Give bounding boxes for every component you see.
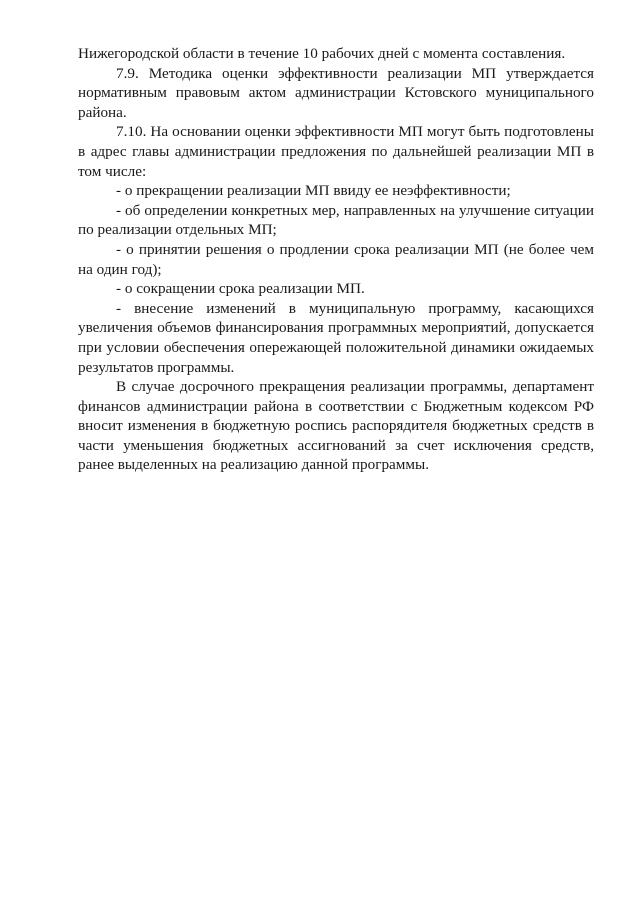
paragraph-7-9: 7.9. Методика оценки эффективности реализации МП утверждается нормативным правовым актом администрации Кстовского муниципального района. [78, 64, 594, 121]
paragraph-early-termination: В случае досрочного прекращения реализации программы, департамент финансов администрации района в соответствии с Бюджетным кодексом РФ вносит изменения в бюджетную роспись распорядителя бюджетных средств в части уменьшения бюджетных ассигнований за счет исключения средств, ранее выделенных на реализацию данной программы. [78, 378, 594, 474]
paragraph-continuation: Нижегородской области в течение 10 рабочих дней с момента составления. [78, 45, 566, 62]
list-item-program-changes: - внесение изменений в муниципальную программу, касающихся увеличения объемов финансирования программных мероприятий, допускается при условии обеспечения опережающей положительной динамики ожидаемых результатов программы. [78, 299, 594, 376]
list-item-reduction: - о сокращении срока реализации МП. [116, 280, 365, 298]
list-item-termination: - о прекращении реализации МП ввиду ее неэффективности; [116, 182, 511, 200]
paragraph-7-10: 7.10. На основании оценки эффективности МП могут быть подготовлены в адрес главы администрации предложения по дальнейшей реализации МП в том числе: [78, 123, 594, 180]
list-item-extension: - о принятии решения о продлении срока реализации МП (не более чем на один год); [78, 240, 594, 278]
list-item-specific-measures: - об определении конкретных мер, направленных на улучшение ситуации по реализации отдельных МП; [78, 201, 594, 239]
